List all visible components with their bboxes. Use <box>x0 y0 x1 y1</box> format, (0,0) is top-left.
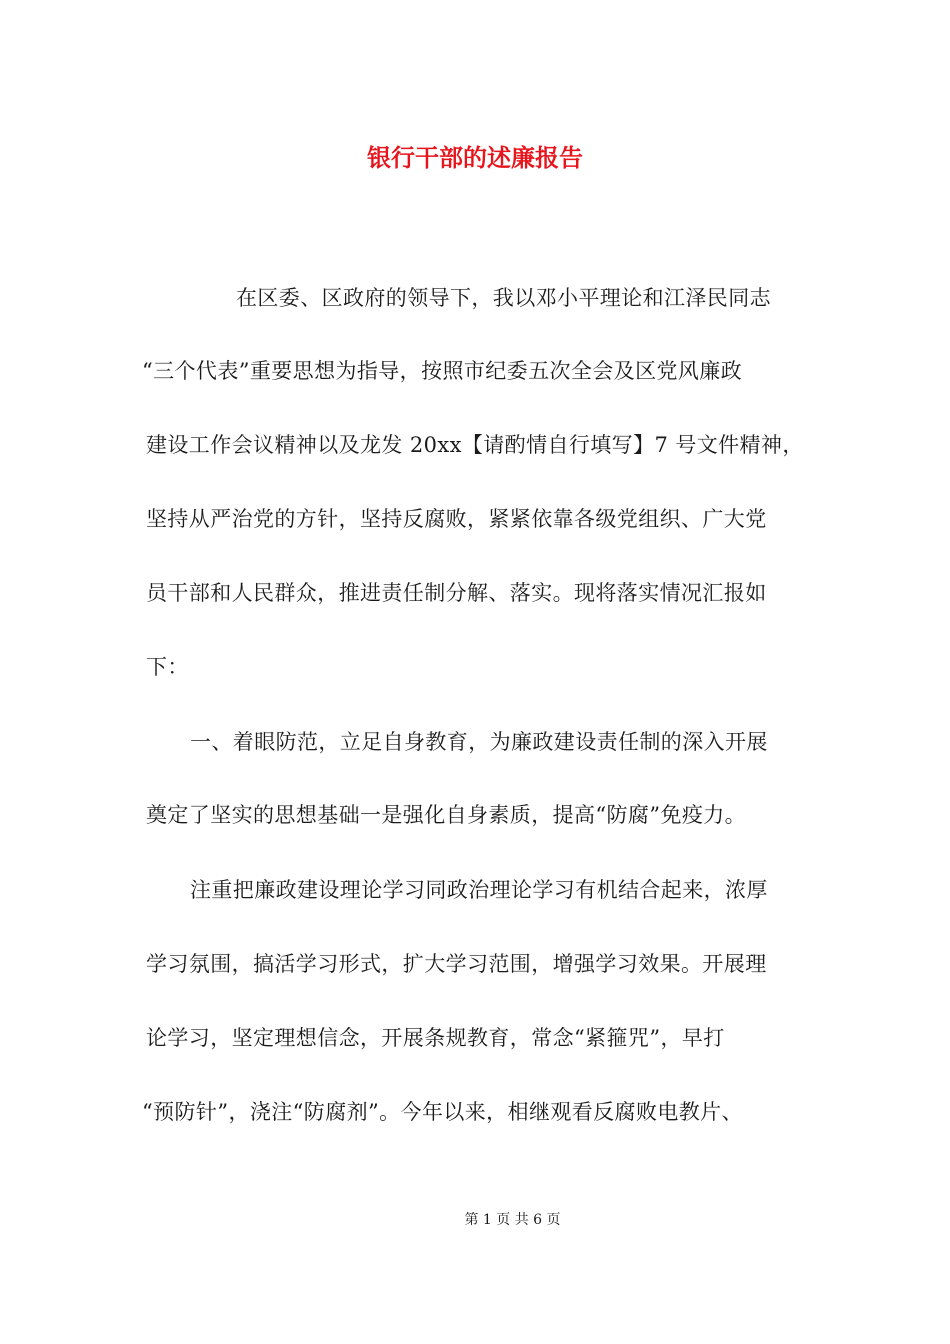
paragraph-line: 一、着眼防范，立足自身教育，为廉政建设责任制的深入开展 <box>190 730 768 754</box>
paragraph-line: “三个代表”重要思想为指导，按照市纪委五次全会及区党风廉政 <box>142 359 743 383</box>
paragraph-line: 学习氛围，搞活学习形式，扩大学习范围，增强学习效果。开展理 <box>146 952 767 976</box>
paragraph-line: “预防针”，浇注“防腐剂”。今年以来，相继观看反腐败电教片、 <box>142 1100 743 1124</box>
page-number: 第 1 页 共 6 页 <box>464 1212 561 1228</box>
paragraph-line: 建设工作会议精神以及龙发 20xx【请酌情自行填写】7 号文件精神， <box>146 433 804 457</box>
paragraph-line: 注重把廉政建设理论学习同政治理论学习有机结合起来，浓厚 <box>190 878 768 902</box>
paragraph-line: 论学习，坚定理想信念，开展条规教育，常念“紧箍咒”，早打 <box>146 1026 725 1050</box>
paragraph-line: 奠定了坚实的思想基础一是强化自身素质，提高“防腐”免疫力。 <box>146 803 747 827</box>
document-title: 银行干部的述廉报告 <box>367 143 583 172</box>
paragraph-line: 员干部和人民群众，推进责任制分解、落实。现将落实情况汇报如 <box>146 581 767 605</box>
paragraph-line: 下： <box>146 655 189 679</box>
paragraph-line: 在区委、区政府的领导下，我以邓小平理论和江泽民同志 <box>236 286 771 310</box>
paragraph-line: 坚持从严治党的方针，坚持反腐败，紧紧依靠各级党组织、广大党 <box>146 507 767 531</box>
page-footer <box>0 1209 950 1229</box>
